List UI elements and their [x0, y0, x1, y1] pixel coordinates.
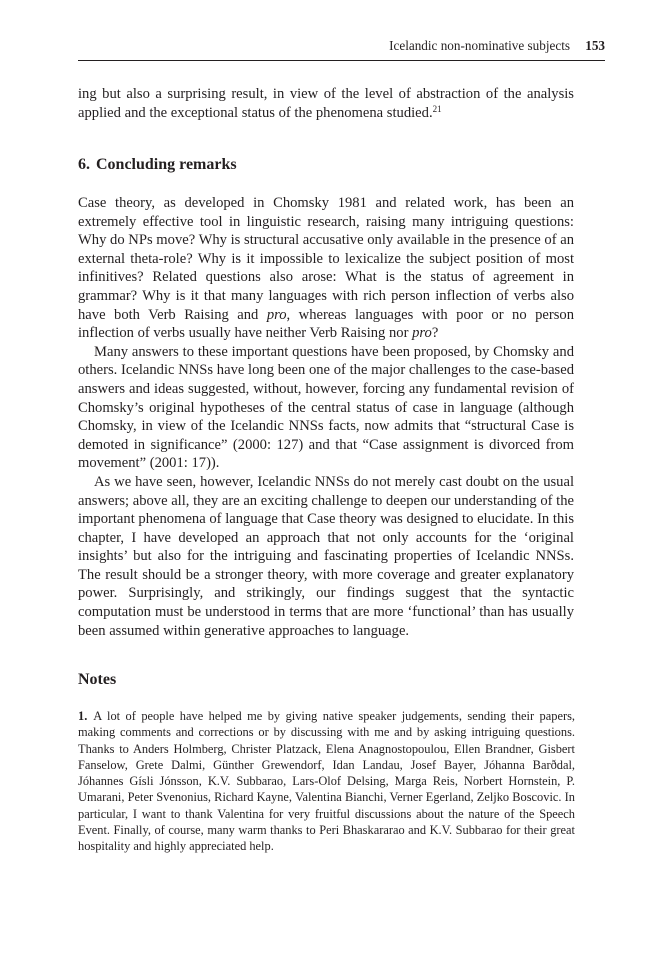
- note-number: 1.: [78, 709, 88, 723]
- section-body: [78, 194, 574, 640]
- section-number: 6.: [78, 156, 90, 173]
- running-head-title: Icelandic non-nominative subjects: [389, 38, 570, 53]
- paragraph-2: Many answers to these important questions have been proposed, by Chomsky and others. Icelandic NNSs have long been one of the major challenges to the case-based answers and ideas suggested, without, however, forcing any fundamental revision of Chomsky’s original hypotheses of the central status of case in language (although Chomsky, in view of the Icelandic NNSs facts, now admits that “structural Case is demoted in significance” (2000: 127) and that “Case assignment is divorced from movement” (2001: 17)).: [78, 343, 574, 472]
- paragraph-1-text-a: Case theory, as developed in Chomsky 1981 and related work, has been an extremely effective tool in linguistic research, raising many intriguing questions: Why do NPs move? Why is structural accusative only available in the presence of an external theta-role? Why is it impossible to lexicalize the subject position of most infinitives? Related questions also arose: What is the status of agreement in grammar? Why is it that many languages with rich person inflection of verbs also have both Verb Raising and: [78, 195, 574, 323]
- intro-paragraph: [78, 85, 574, 122]
- paragraph-1: [78, 194, 574, 343]
- intro-text: ing but also a surprising result, in view of the level of abstraction of the analysis applied and the exceptional status of the phenomena studied.: [78, 86, 574, 121]
- notes-heading: Notes: [78, 671, 117, 688]
- italic-pro: pro: [266, 306, 287, 323]
- note-text: A lot of people have helped me by giving native speaker judgements, sending their papers, making comments and corrections or by discussing with me and by asking intriguing questions. Thanks to Anders Holmberg, Christer Platzack, Elena Anagnostopoulou, Ellen Brandner, Gisbert Fanselow, Grete Dalmi, Günther Grewendorf, Idan Landau, Josef Bayer, Jóhanna Barðdal, Jóhannes Gísli Jónsson, K.V. Subbarao, Lars-Olof Delsing, Marga Reis, Norbert Hornstein, P. Umarani, Peter Svenonius, Richard Kayne, Valentina Bianchi, Verner Egerland, Zeljko Boscovic. In particular, I want to thank Valentina for very fruitful discussions about the nature of the Speech Event. Finally, of course, many warm thanks to Peri Bhaskararao and K.V. Subbarao for their great hospitality and highly appreciated help.: [78, 709, 575, 854]
- running-head: [78, 36, 605, 61]
- paragraph-1-text-c: ?: [431, 325, 439, 342]
- note-1: [78, 708, 575, 855]
- paragraph-3: As we have seen, however, Icelandic NNSs do not merely cast doubt on the usual answers; above all, they are an exciting challenge to deepen our understanding of the important phenomena of language that Case theory was designed to elucidate. In this chapter, I have developed an approach that not only accounts for the ‘original insights’ but also for the intriguing and fascinating properties of Icelandic NNSs. The result should be a stronger theory, with more coverage and greater explanatory power. Surprisingly, and strikingly, our findings suggest that the syntactic computation must be understood in terms that are more ‘functional’ than has usually been assumed within generative approaches to language.: [78, 473, 575, 639]
- section-title: Concluding remarks: [96, 156, 237, 173]
- page-number: 153: [585, 38, 605, 53]
- section-heading: [78, 156, 237, 174]
- footnote-ref[interactable]: 21: [432, 103, 442, 114]
- paragraph-1-text-b: , whereas languages with poor or no person inflection of verbs usually have neither Verb Raising nor: [78, 306, 574, 342]
- italic-pro: pro: [412, 325, 432, 342]
